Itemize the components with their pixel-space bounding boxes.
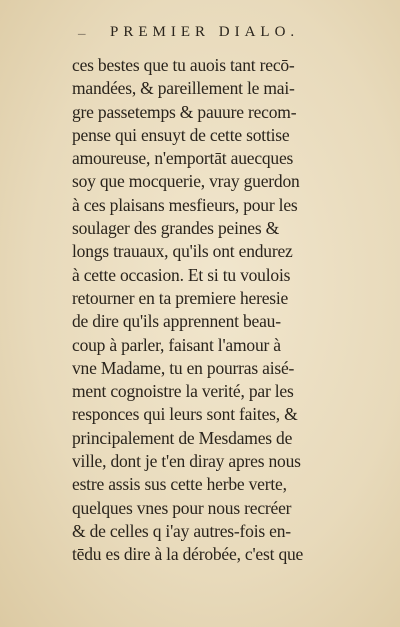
text-line: de dire qu'ils apprennent beau- xyxy=(72,311,281,332)
text-line: mandées, & pareillement le mai- xyxy=(72,78,295,99)
text-line: & de celles q i'ay autres-fois en- xyxy=(72,520,291,541)
text-line: amoureuse, n'emportāt auecques xyxy=(72,148,294,169)
text-line: vne Madame, tu en pourras aisé- xyxy=(72,357,295,378)
running-header xyxy=(70,22,370,44)
text-line: estre assis sus cette herbe verte, xyxy=(72,474,287,495)
text-line: à ces plaisans mesfieurs, pour les xyxy=(72,194,298,215)
text-line: responces qui leurs sont faites, & xyxy=(72,404,298,425)
text-line: principalement de Mesdames de xyxy=(72,427,293,448)
text-line: soulager des grandes peines & xyxy=(72,218,280,239)
running-title: PREMIER DIALO. xyxy=(110,24,300,40)
text-line: soy que mocquerie, vray guerdon xyxy=(72,171,300,192)
text-line: tēdu es dire à la dérobée, c'est que xyxy=(72,544,304,565)
text-line: retourner en ta premiere heresie xyxy=(72,287,289,308)
text-line: quelques vnes pour nous recréer xyxy=(72,497,292,518)
header-dash: – xyxy=(78,26,86,42)
text-line: à cette occasion. Et si tu voulois xyxy=(72,264,291,285)
text-line: coup à parler, faisant l'amour à xyxy=(72,334,281,355)
text-line: ment cognoistre la verité, par les xyxy=(72,381,294,402)
text-line: longs trauaux, qu'ils ont endurez xyxy=(72,241,293,262)
text-line: ville, dont je t'en diray apres nous xyxy=(72,451,301,472)
text-line: pense qui ensuyt de cette sottise xyxy=(72,124,290,145)
text-line: ces bestes que tu auois tant recō- xyxy=(72,55,295,75)
text-line: gre passetemps & pauure recom- xyxy=(72,101,297,122)
body-text xyxy=(72,54,372,564)
